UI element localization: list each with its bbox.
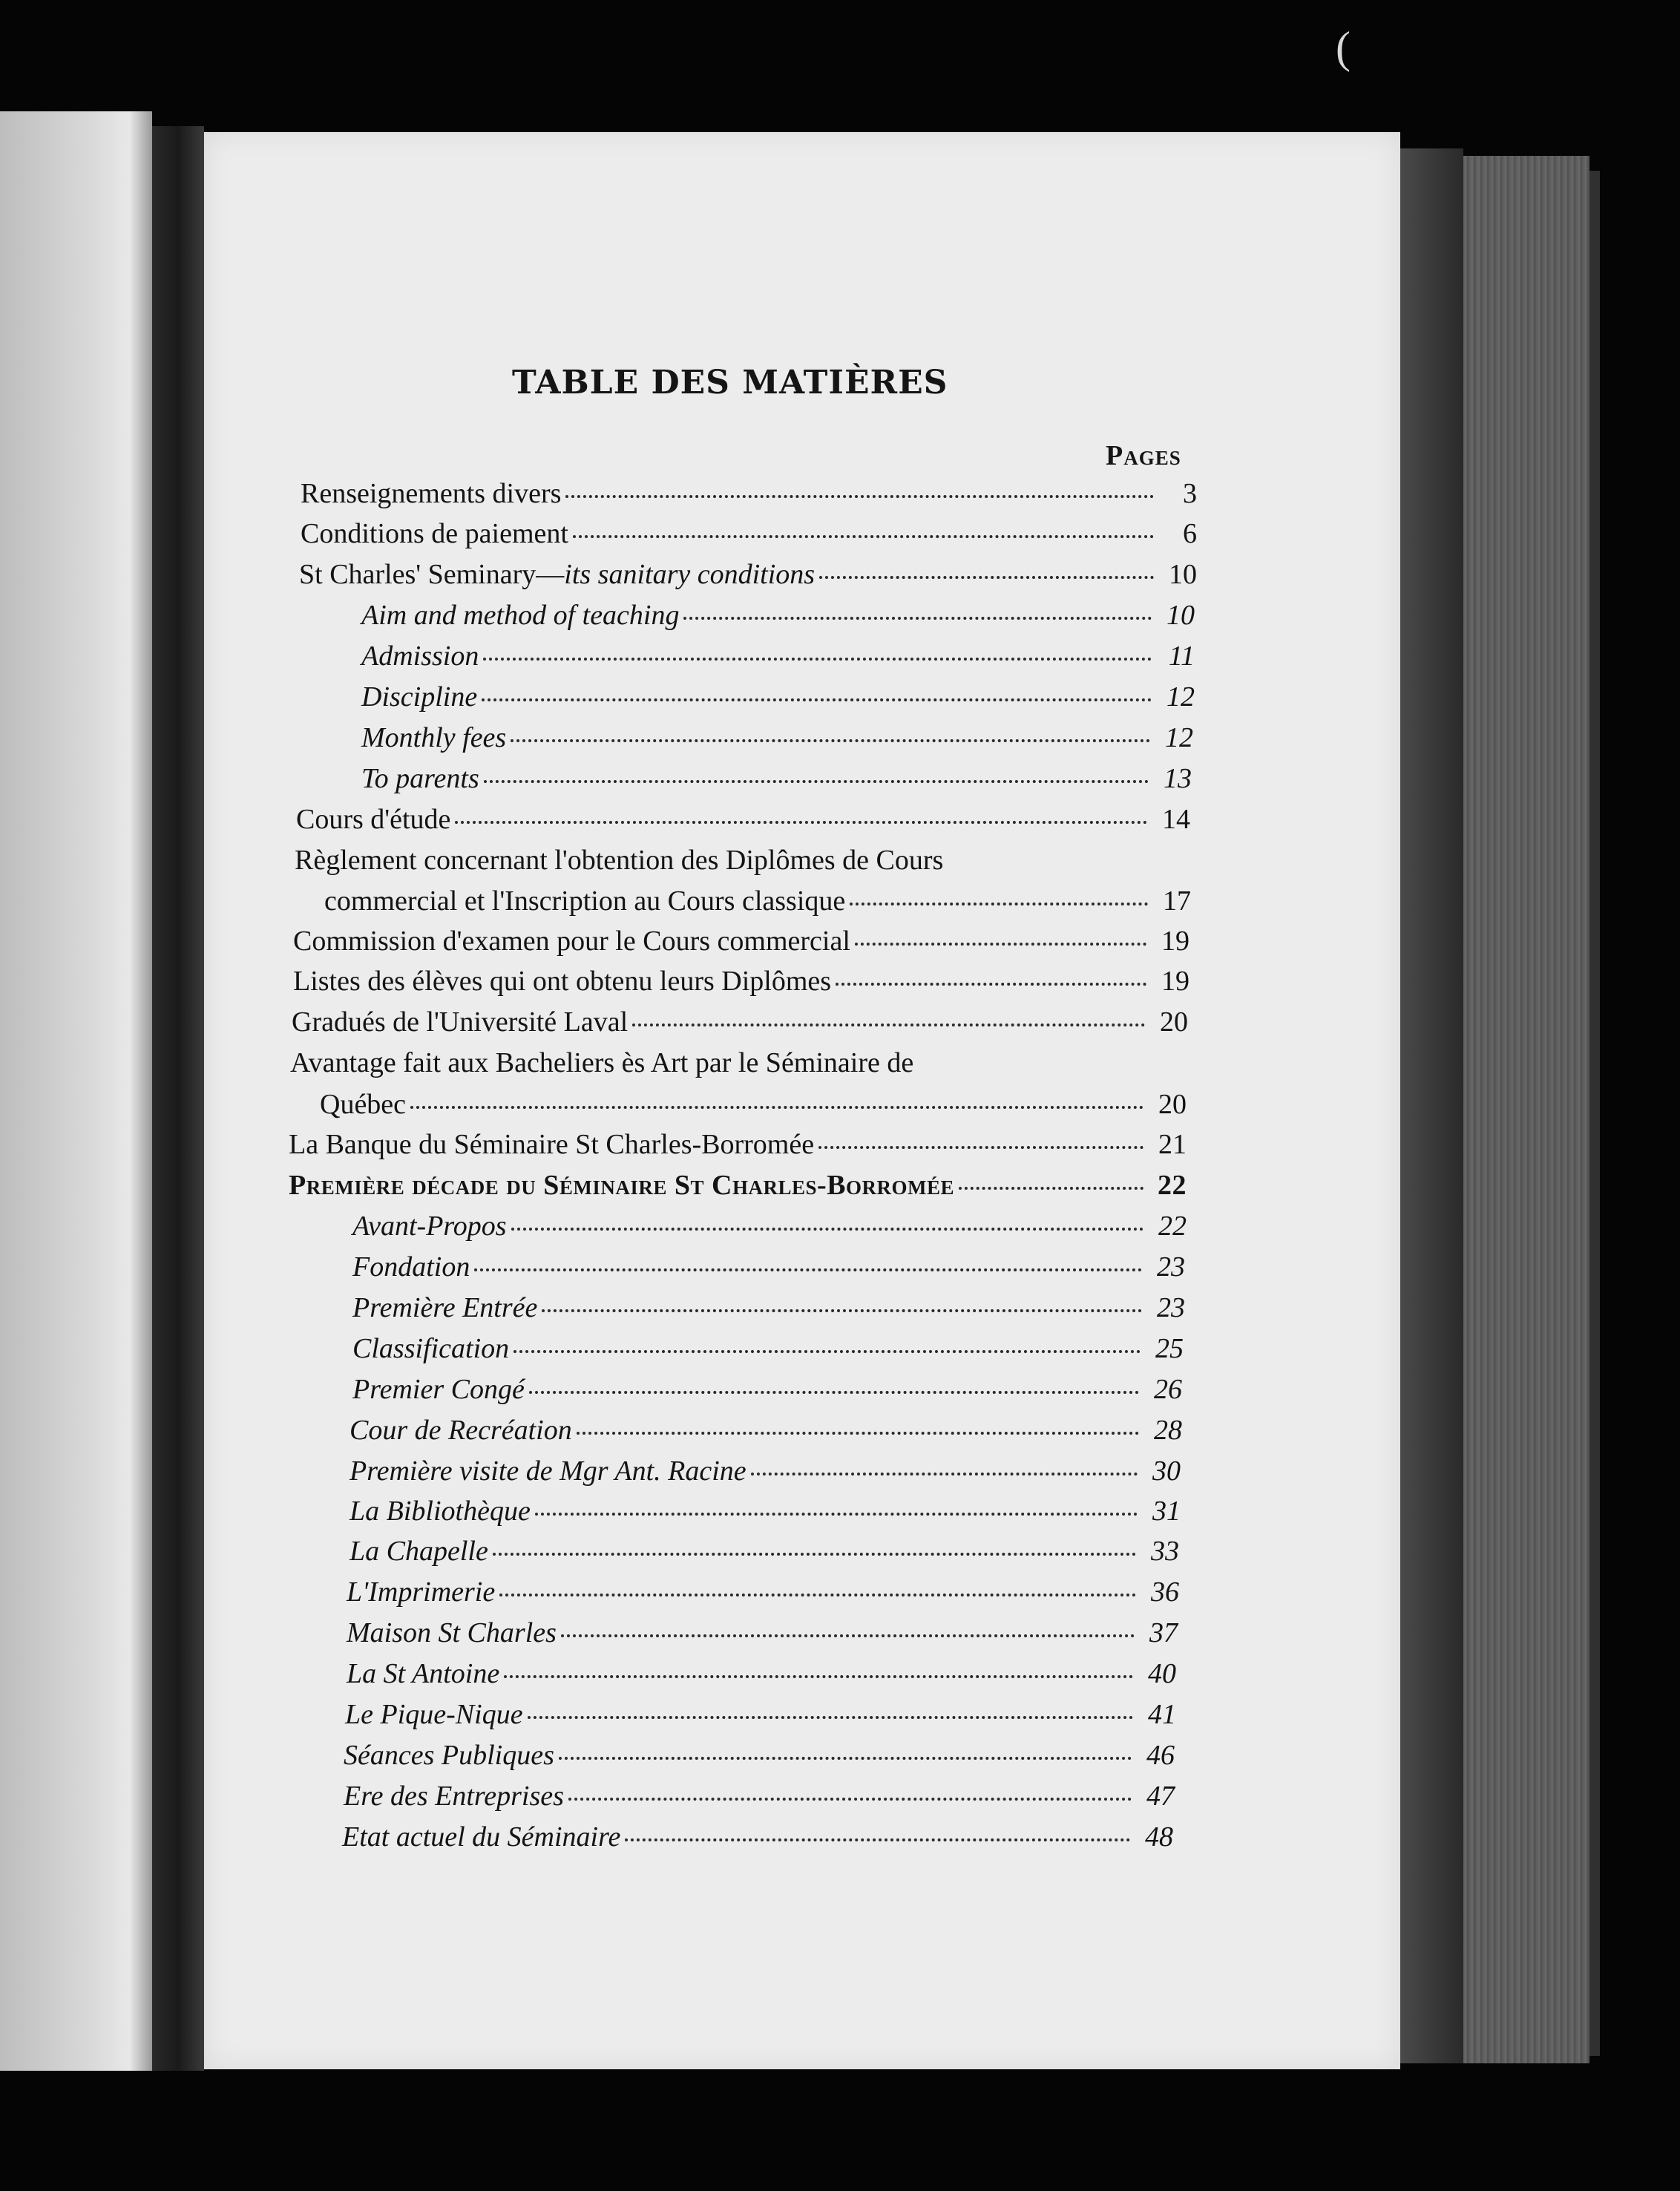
dot-leader	[568, 1798, 1132, 1801]
dot-leader	[565, 495, 1154, 498]
toc-entry-page: 10	[1169, 559, 1197, 590]
dot-leader	[625, 1838, 1130, 1841]
toc-entry-page: 20	[1158, 1089, 1187, 1120]
toc-entry-label: Première visite de Mgr Ant. Racine	[350, 1455, 747, 1487]
toc-entry-label: Admission	[361, 641, 479, 672]
toc-entry	[324, 885, 1191, 917]
dot-leader	[528, 1716, 1133, 1719]
dot-leader	[529, 1391, 1139, 1394]
dot-leader	[511, 739, 1150, 742]
toc-entry	[292, 1006, 1188, 1038]
dot-leader	[959, 1187, 1143, 1190]
dot-leader	[410, 1106, 1143, 1109]
scan-artifact: (	[1336, 23, 1351, 72]
toc-subentry	[344, 1780, 1175, 1812]
toc-entry	[320, 1088, 1187, 1121]
toc-subentry	[350, 1414, 1182, 1447]
page-title: TABLE DES MATIÈRES	[512, 364, 948, 402]
toc-subentry	[352, 1291, 1185, 1324]
toc-entry-label: Commission d'examen pour le Cours commercial	[293, 926, 850, 957]
toc-entry-label: Avant-Propos	[352, 1211, 507, 1242]
dot-leader	[683, 617, 1152, 620]
toc-section-entry	[289, 1169, 1187, 1202]
toc-entry-page: 22	[1158, 1211, 1187, 1242]
toc-entry-label: Séances Publiques	[344, 1740, 554, 1771]
toc-subentry	[350, 1495, 1181, 1527]
toc-subentry	[345, 1698, 1176, 1731]
toc-entry-label: Fondation	[352, 1251, 470, 1283]
toc-entry-page: 23	[1157, 1251, 1185, 1283]
dot-leader	[542, 1309, 1142, 1312]
dot-leader	[855, 943, 1146, 946]
toc-entry-page: 40	[1148, 1658, 1176, 1689]
dot-leader	[483, 658, 1152, 661]
toc-entry-page: 21	[1158, 1129, 1187, 1160]
toc-entry	[299, 558, 1197, 591]
toc-subentry	[352, 1251, 1185, 1283]
toc-entry-label: Monthly fees	[361, 722, 507, 753]
toc-entry-label: Discipline	[361, 681, 478, 713]
toc-entry-page: 12	[1167, 681, 1195, 713]
dot-leader	[511, 1228, 1143, 1231]
toc-entry	[301, 517, 1197, 550]
toc-entry-label: L'Imprimerie	[347, 1576, 496, 1608]
toc-entry-page: 19	[1161, 926, 1190, 957]
toc-entry-page: 47	[1146, 1781, 1175, 1812]
toc-subentry	[350, 1455, 1181, 1487]
dot-leader	[561, 1634, 1135, 1637]
toc-entry-page: 26	[1154, 1374, 1182, 1405]
toc-entry-label: Premier Congé	[352, 1374, 525, 1405]
dot-leader	[836, 983, 1146, 986]
dot-leader	[513, 1350, 1141, 1353]
toc-entry-page: 10	[1167, 600, 1195, 631]
toc-entry-page: 36	[1151, 1576, 1179, 1608]
dot-leader	[573, 535, 1154, 538]
toc-subentry	[361, 599, 1195, 632]
dot-leader	[499, 1594, 1136, 1596]
toc-entry-label: Cour de Recréation	[350, 1415, 572, 1446]
dot-leader	[493, 1553, 1136, 1556]
toc-entry-label: La St Antoine	[347, 1658, 500, 1689]
toc-entry-label: Listes des élèves qui ont obtenu leurs Diplômes	[293, 966, 832, 997]
toc-entry-label: Ere des Entreprises	[344, 1781, 564, 1812]
toc-entry-label	[299, 558, 815, 591]
toc-entry-label: Cours d'étude	[296, 804, 451, 835]
toc-entry-label: La Bibliothèque	[350, 1496, 531, 1527]
toc-entry-continuation: Québec	[320, 1089, 407, 1120]
dot-leader	[504, 1675, 1133, 1678]
toc-entry-page: 17	[1163, 885, 1191, 917]
toc-entry-page: 13	[1164, 763, 1192, 794]
toc-entry-page: 23	[1157, 1292, 1185, 1323]
toc-entry-label: La Chapelle	[350, 1536, 488, 1567]
toc-subentry	[350, 1535, 1179, 1568]
toc-entry-page: 20	[1160, 1006, 1188, 1038]
toc-entry-page: 33	[1151, 1536, 1179, 1567]
dot-leader	[850, 903, 1148, 905]
toc-subentry	[342, 1821, 1173, 1853]
toc-entry-page: 28	[1154, 1415, 1182, 1446]
toc-entry-first-line: Avantage fait aux Bacheliers ès Art par le Séminaire de	[290, 1047, 914, 1078]
toc-entry-label: Etat actuel du Séminaire	[342, 1821, 621, 1853]
toc-entry-page: 3	[1183, 478, 1197, 509]
toc-entry	[293, 965, 1190, 998]
toc-entry-page: 30	[1152, 1455, 1181, 1487]
dot-leader	[751, 1473, 1138, 1476]
toc-entry	[301, 477, 1197, 510]
toc-entry-label-italic: its sanitary conditions	[564, 559, 816, 590]
toc-entry-label: Aim and method of teaching	[361, 600, 680, 631]
toc-entry-label: Maison St Charles	[347, 1617, 557, 1648]
dot-leader	[819, 576, 1154, 579]
toc-entry-page: 11	[1168, 641, 1195, 672]
toc-entry-continuation: commercial et l'Inscription au Cours classique	[324, 885, 846, 917]
toc-subentry	[352, 1373, 1182, 1406]
toc-entry-label: To parents	[361, 763, 479, 794]
toc-entry-page: 37	[1149, 1617, 1178, 1648]
toc-entry-page: 6	[1183, 518, 1197, 549]
toc-subentry	[347, 1657, 1176, 1690]
toc-entry-label: Le Pique-Nique	[345, 1699, 523, 1730]
toc-entry-label-prefix: St Charles' Seminary—	[299, 559, 565, 590]
toc-entry-page: 25	[1155, 1333, 1184, 1364]
toc-subentry	[361, 721, 1193, 754]
toc-entry-label: Renseignements divers	[301, 478, 562, 509]
toc-subentry	[352, 1210, 1187, 1242]
dot-leader	[577, 1432, 1139, 1435]
toc-subentry	[361, 681, 1195, 713]
dot-leader	[474, 1268, 1142, 1271]
dot-leader	[484, 780, 1149, 783]
toc-entry	[289, 1128, 1187, 1161]
toc-entry-label: Gradués de l'Université Laval	[292, 1006, 629, 1038]
toc-subentry	[361, 640, 1195, 672]
toc-entry-page: 46	[1146, 1740, 1175, 1771]
toc-entry-page: 48	[1145, 1821, 1173, 1853]
toc-subentry	[361, 762, 1192, 795]
toc-entry-label: Conditions de paiement	[301, 518, 568, 549]
toc-subentry	[347, 1617, 1178, 1649]
toc-entry-page: 22	[1158, 1170, 1187, 1201]
toc-entry-label: Première Entrée	[352, 1292, 538, 1323]
toc-entry-label: Classification	[352, 1333, 510, 1364]
toc-subentry	[352, 1332, 1184, 1365]
dot-leader	[632, 1024, 1145, 1026]
pages-column-header: Pages	[1106, 440, 1181, 471]
toc-entry-label: Première décade du Séminaire St Charles-Borromée	[289, 1170, 954, 1201]
dot-leader	[482, 698, 1152, 701]
toc-entry-first-line: Règlement concernant l'obtention des Diplômes de Cours	[295, 845, 944, 876]
dot-leader	[818, 1146, 1143, 1149]
dot-leader	[559, 1757, 1132, 1760]
toc-subentry	[347, 1576, 1179, 1608]
dot-leader	[535, 1513, 1138, 1516]
toc-entry-label: La Banque du Séminaire St Charles-Borromée	[289, 1129, 815, 1160]
dot-leader	[455, 821, 1147, 824]
toc-entry-page: 31	[1152, 1496, 1181, 1527]
toc-entry-page: 12	[1165, 722, 1193, 753]
toc-entry	[293, 925, 1190, 957]
toc-entry-page: 19	[1161, 966, 1190, 997]
toc-entry	[296, 803, 1190, 836]
toc-subentry	[344, 1739, 1175, 1772]
toc-entry-page: 41	[1148, 1699, 1176, 1730]
toc-entry-page: 14	[1162, 804, 1190, 835]
